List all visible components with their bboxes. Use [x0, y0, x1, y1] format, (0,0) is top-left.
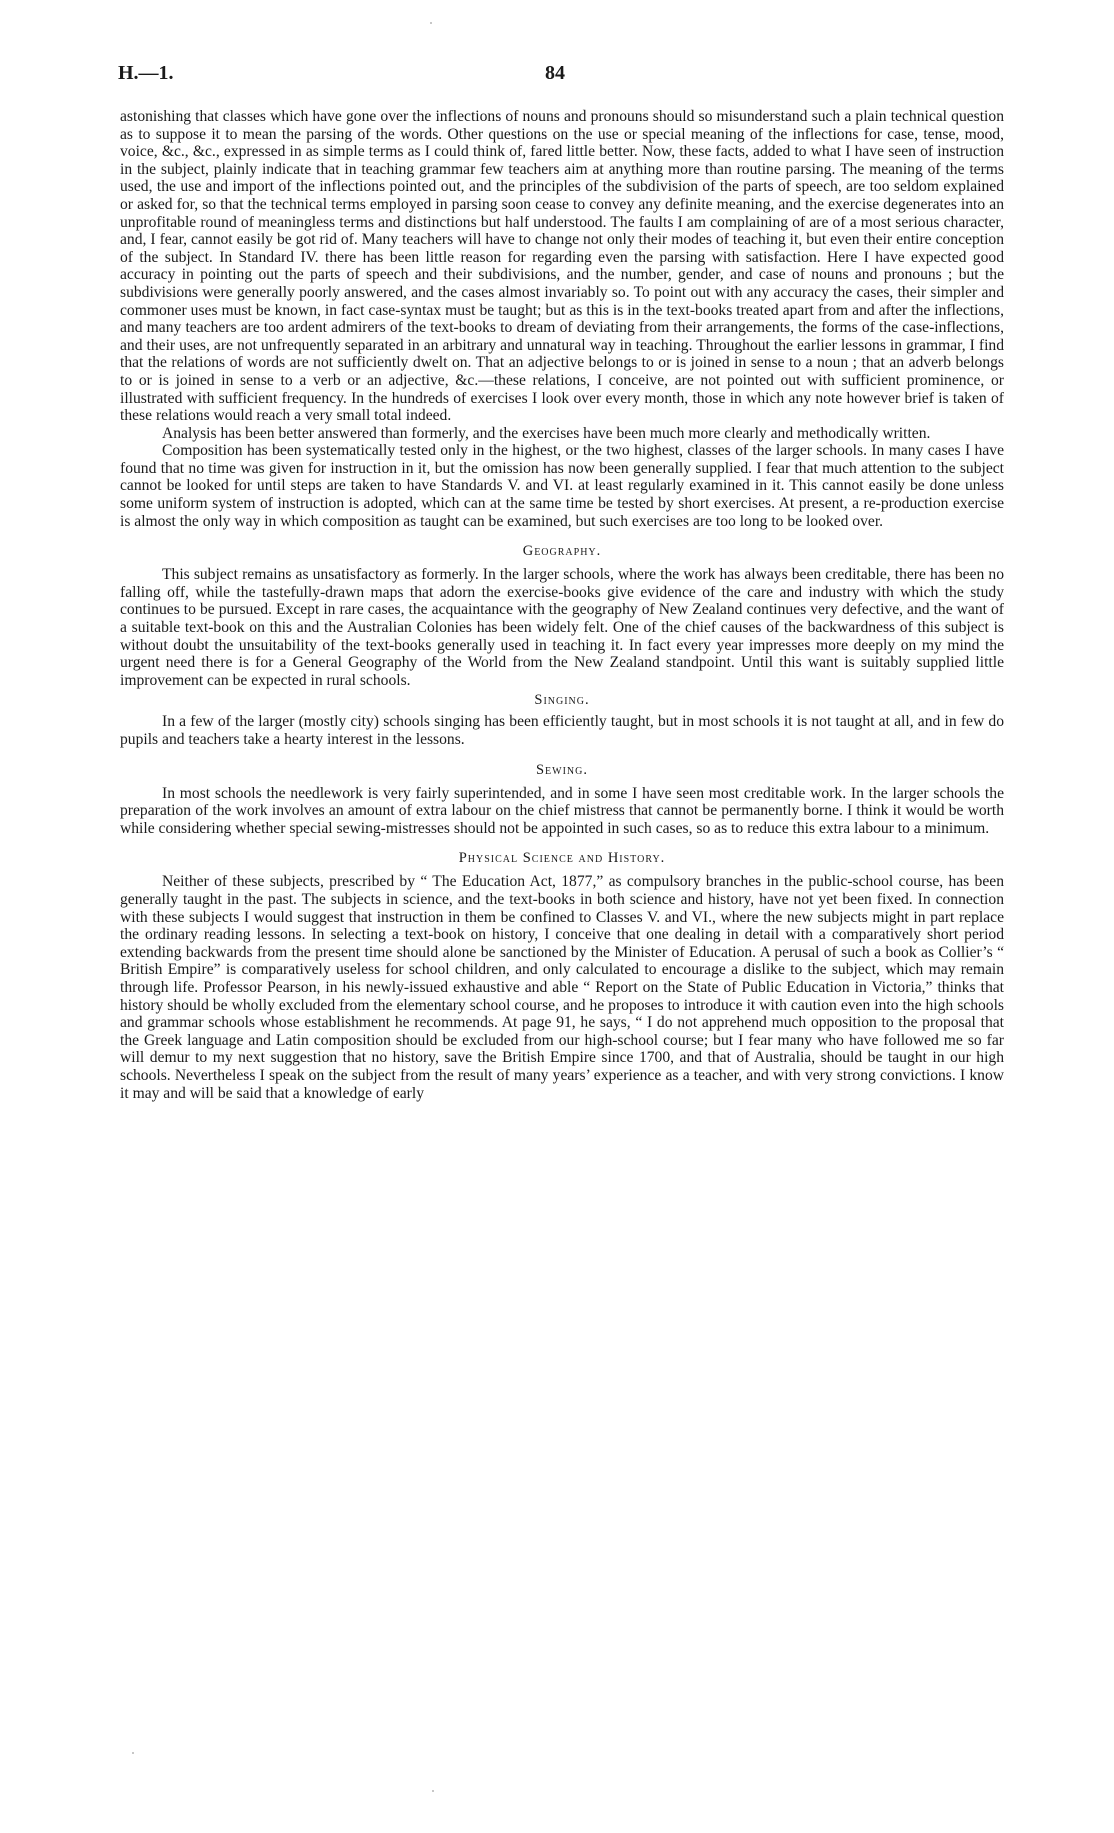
paragraph-sewing: In most schools the needlework is very fairly superintended, and in some I have seen most creditable work. In the larger schools the preparation of the work involves an amount of extra labour on the chief mistress that cannot be permanently borne. I think it would be worth while considering whether special sewing-mistresses should not be appointed in such cases, so as to reduce this extra labour to a minimum.	[120, 784, 1004, 837]
scan-speck	[432, 1790, 434, 1792]
document-id: H.—1.	[118, 62, 174, 84]
paragraph-composition: Composition has been systematically tested only in the highest, or the two highest, classes of the larger schools. In many cases I have found that no time was given for instruction in it, but the omission has now been generally supplied. I fear that much attention to the subject cannot be looked for until steps are taken to have Standards V. and VI. at least regularly examined in it. This cannot easily be done unless some uniform system of instruction is adopted, which can at the same time be tested by short exercises. At present, a re-production exercise is almost the only way in which composition as taught can be examined, but such exercises are too long to be looked over.	[120, 442, 1004, 530]
paragraph-science-history: Neither of these subjects, prescribed by “ The Education Act, 1877,” as compulsory branches in the public-school course, has been generally taught in the past. The subjects in science, and the text-books in both science and history, have not yet been fixed. In connection with these subjects I would suggest that instruction in them be confined to Classes V. and VI., where the new subjects might in part replace the ordinary reading lessons. In selecting a text-book on history, I conceive that one dealing in detail with a comparatively short period extending backwards from the present time should alone be sanctioned by the Minister of Education. A perusal of such a book as Collier’s “ British Empire” is comparatively useless for school children, and only calculated to encourage a dislike to the subject, which may remain through life. Professor Pearson, in his newly-issued exhaustive and able “ Report on the State of Public Education in Victoria,” thinks that history should be wholly excluded from the elementary school course, and he proposes to introduce it with caution even into the high schools and grammar schools whose establishment he recommends. At page 91, he says, “ I do not apprehend much opposition to the proposal that the Greek language and Latin composition should be excluded from our high-school course; but I fear many who have followed me so far will demur to my next suggestion that no history, save the British Empire since 1700, and that of Australia, should be taught in our high schools. Nevertheless I speak on the subject from the result of many years’ experience as a teacher, and with very strong convictions. I know it may and will be said that a knowledge of early	[120, 873, 1004, 1102]
heading-singing: Singing.	[534, 692, 590, 709]
page-header	[118, 62, 1004, 92]
heading-sewing: Sewing.	[535, 761, 588, 778]
scan-speck	[132, 1752, 134, 1754]
page-number: 84	[545, 62, 565, 84]
paragraph-singing: In a few of the larger (mostly city) schools singing has been efficiently taught, but in most schools it is not taught at all, and in few do pupils and teachers take a hearty interest in the lessons.	[120, 713, 1004, 748]
heading-physical-science-history: Physical Science and History.	[458, 850, 666, 867]
scan-speck	[430, 22, 432, 24]
heading-geography: Geography.	[522, 543, 602, 560]
paragraph-grammar-continued: astonishing that classes which have gone over the inflections of nouns and pronouns should so misunderstand such a plain technical question as to suppose it to mean the parsing of the words. Other questions on the use or special meaning of the inflections for case, tense, mood, voice, &c., &c., expressed in as simple terms as I could think of, fared little better. Now, these facts, added to what I have seen of instruction in the subject, plainly indicate that in teaching grammar few teachers aim at anything more than routine parsing. The meaning of the terms used, the use and import of the inflections pointed out, and the principles of the subdivision of the parts of speech, are too seldom explained or asked for, so that the technical terms employed in parsing soon cease to convey any definite meaning, and the exercise degenerates into an unprofitable round of meaningless terms and distinctions but half understood. The faults I am complaining of are of a most serious character, and, I fear, cannot easily be got rid of. Many teachers will have to change not only their modes of teaching it, but even their entire conception of the subject. In Standard IV. there has been little reason for regarding even the parsing with satisfaction. Here I have expected good accuracy in pointing out the parts of speech and their subdivisions, and the number, gender, and case of nouns and pronouns ; but the subdivisions were generally poorly answered, and the cases almost invariably so. To point out with any accuracy the cases, their simpler and commoner uses must be known, in fact case-syntax must be taught; but as this is in the text-books treated apart from and after the inflections, and many teachers are too ardent admirers of the text-books to dream of deviating from their arrangements, the forms of the case-inflections, and their uses, are not unfrequently separated in an arbitrary and unnatural way in teaching. Throughout the earlier lessons in grammar, I find that the relations of words are not sufficiently dwelt on. That an adjective belongs to or is joined in sense to a noun ; that an adverb belongs to or is joined in sense to a verb or an adjective, &c.—these relations, I conceive, are not pointed out with sufficient prominence, or illustrated with sufficient frequency. In the hundreds of exercises I look over every month, those in which any note however brief is taken of these relations would reach a very small total indeed.	[120, 108, 1004, 425]
paragraph-geography: This subject remains as unsatisfactory as formerly. In the larger schools, where the work has always been creditable, there has been no falling off, while the tastefully-drawn maps that adorn the exercise-books give evidence of the care and industry with which the study continues to be pursued. Except in rare cases, the acquaintance with the geography of New Zealand continues very defective, and the want of a suitable text-book on this and the Australian Colonies has been widely felt. One of the chief causes of the backwardness of this subject is without doubt the unsuitability of the text-books generally used in teaching it. In fact every year impresses more deeply on my mind the urgent need there is for a General Geography of the World from the New Zealand standpoint. Until this want is suitably supplied little improvement can be expected in rural schools.	[120, 566, 1004, 689]
body-text	[120, 108, 1004, 1102]
paragraph-analysis: Analysis has been better answered than formerly, and the exercises have been much more clearly and methodically written.	[162, 424, 931, 442]
